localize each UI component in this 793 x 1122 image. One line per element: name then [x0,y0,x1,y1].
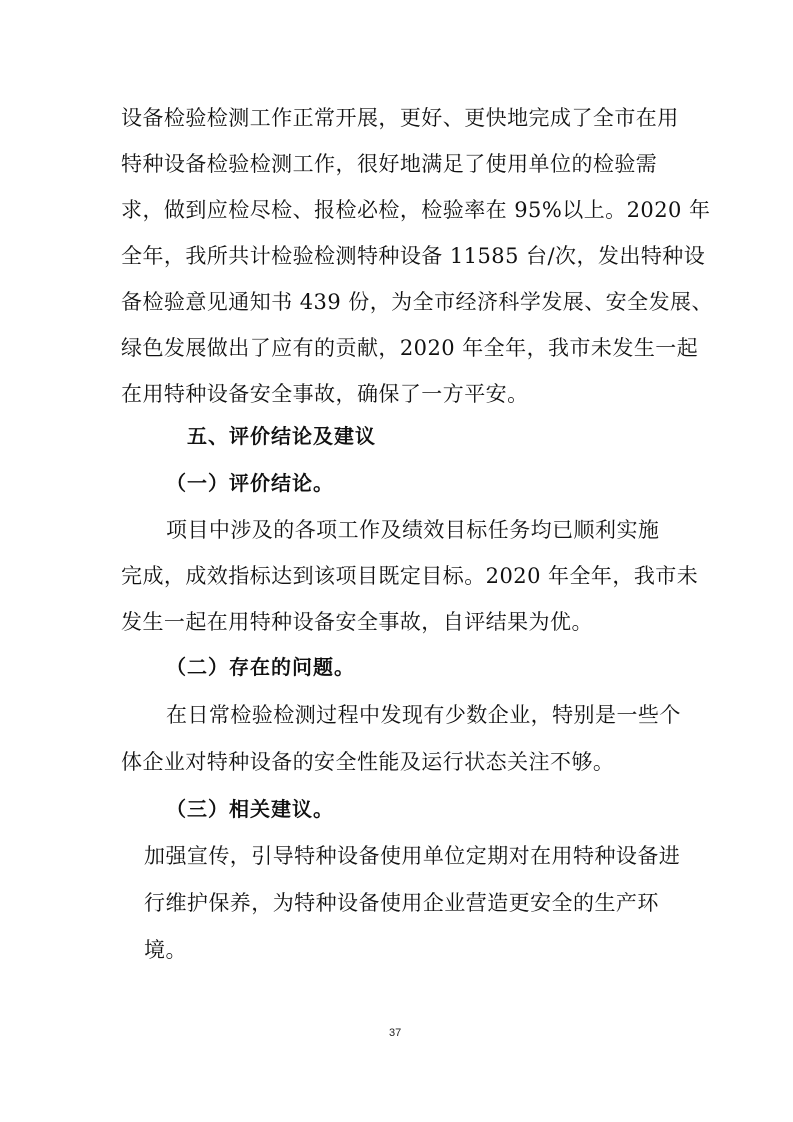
body-text-line: 项目中涉及的各项工作及绩效目标任务均已顺利实施 [166,518,660,542]
body-text-line: 备检验意见通知书 439 份，为全市经济科学发展、安全发展、 [121,290,713,314]
body-text-line: 加强宣传，引导特种设备使用单位定期对在用特种设备进 [144,844,681,868]
subsection-heading: （三）相关建议。 [166,797,334,821]
body-text-line: 全年，我所共计检验检测特种设备 11585 台/次，发出特种设 [121,244,706,268]
body-text-line: 完成，成效指标达到该项目既定目标。2020 年全年，我市未 [121,564,699,588]
subsection-heading: （一）评价结论。 [166,471,334,495]
body-text-line: 在日常检验检测过程中发现有少数企业，特别是一些个 [166,703,681,727]
section-heading: 五、评价结论及建议 [187,424,376,448]
subsection-heading: （二）存在的问题。 [166,655,355,679]
body-text-line: 特种设备检验检测工作，很好地满足了使用单位的检验需 [121,152,658,176]
body-text-line: 境。 [144,938,187,962]
body-text-line: 绿色发展做出了应有的贡献，2020 年全年，我市未发生一起 [121,336,699,360]
body-text-line: 体企业对特种设备的安全性能及运行状态关注不够。 [121,750,615,774]
body-text-line: 求，做到应检尽检、报检必检，检验率在 95%以上。2020 年 [121,198,711,222]
body-text-line: 设备检验检测工作正常开展，更好、更快地完成了全市在用 [121,106,679,130]
body-text-line: 在用特种设备安全事故，确保了一方平安。 [121,382,529,406]
page-number: 37 [389,1027,402,1039]
body-text-line: 行维护保养，为特种设备使用企业营造更安全的生产环 [144,891,659,915]
body-text-line: 发生一起在用特种设备安全事故，自评结果为优。 [121,610,593,634]
